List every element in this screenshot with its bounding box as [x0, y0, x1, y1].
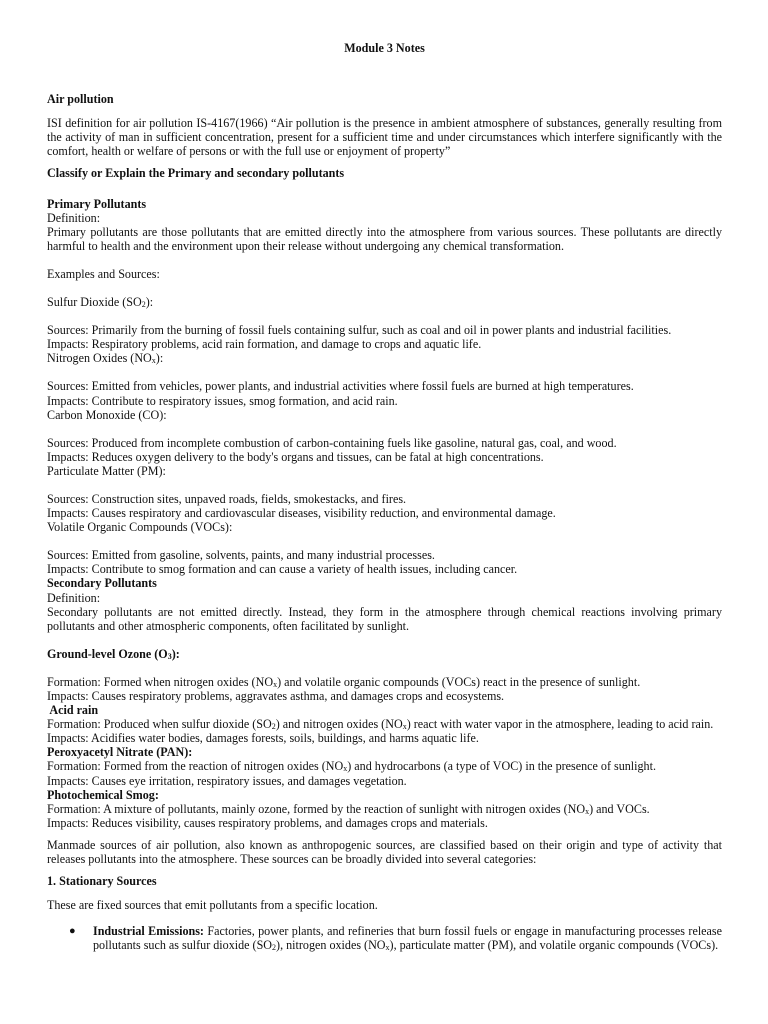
pollutant-sources-vocs: Sources: Emitted from gasoline, solvents, paints, and many industrial processes.: [47, 548, 435, 563]
pollutant-sources-co: Sources: Produced from incomplete combustion of carbon-containing fuels like gasoline, natural gas, coal, and wood.: [47, 435, 617, 450]
pan-impacts: Impacts: Causes eye irritation, respiratory issues, and damages vegetation.: [47, 773, 407, 788]
stationary-sources-heading: 1. Stationary Sources: [47, 874, 157, 889]
stationary-sources-text: These are fixed sources that emit pollutants from a specific location.: [47, 898, 378, 913]
acid-rain-impacts: Impacts: Acidifies water bodies, damages forests, soils, buildings, and harms aquatic life.: [47, 731, 479, 746]
pollutant-name-so2: Sulfur Dioxide $(SO_2)$:: [47, 295, 154, 310]
pollutant-name-co: Carbon Monoxide (CO):: [47, 407, 167, 422]
pollutant-impacts-so2: Impacts: Respiratory problems, acid rain formation, and damage to crops and aquatic life.: [47, 337, 482, 352]
pollutant-sources-pm: Sources: Construction sites, unpaved roads, fields, smokestacks, and fires.: [47, 491, 407, 506]
classify-heading: Classify or Explain the Primary and secondary pollutants: [47, 166, 345, 181]
pollutant-sources-nox: Sources: Emitted from vehicles, power plants, and industrial activities where fossil fuels are burned at high temperatures.: [47, 379, 634, 394]
industrial-emissions-text: Industrial Emissions: Factories, power plants, and refineries that burn fossil fuels or engage in manufacturing processes release pollutants such as sulfur dioxide $(SO_2)$, nitrogen oxides $(NO_x)$, particulate matter (PM), and volatile organic compounds (VOCs).: [93, 924, 722, 953]
ozone-impacts: Impacts: Causes respiratory problems, aggravates asthma, and damages crops and ecosystems.: [47, 689, 505, 703]
pan-heading: Peroxyacetyl Nitrate (PAN):: [47, 745, 193, 760]
air-pollution-definition: ISI definition for air pollution IS-4167(1966) “Air pollution is the presence in ambient atmosphere of substances, generally resulting from the activity of man in sufficient concentration, present for a sufficient time and under circumstances which interfere significantly with the comfort, health or welfare of persons or with the full use or enjoyment of property”: [47, 116, 722, 159]
industrial-emissions-label: Industrial Emissions:: [93, 924, 204, 939]
air-pollution-heading: Air pollution: [47, 92, 114, 107]
primary-pollutants-heading: Primary Pollutants: [47, 196, 147, 211]
smog-formation: Formation: A mixture of pollutants, mainly ozone, formed by the reaction of sunlight with nitrogen oxides $(NO_x)$ and VOCs.: [47, 801, 650, 816]
pollutant-name-pm: Particulate Matter (PM):: [47, 463, 166, 478]
list-item: [47, 924, 722, 952]
examples-label: Examples and Sources:: [47, 266, 160, 281]
secondary-definition-label: Definition:: [47, 590, 101, 605]
primary-definition-label: Definition:: [47, 210, 101, 225]
pollutant-impacts-vocs: Impacts: Contribute to smog formation and can cause a variety of health issues, including cancer.: [47, 562, 518, 577]
acid-rain-heading: Acid rain: [47, 703, 99, 718]
ozone-heading: Ground-level Ozone $(O_3)$:: [47, 646, 180, 661]
manmade-intro: Manmade sources of air pollution, also known as anthropogenic sources, are classified based on their origin and type of activity that releases pollutants into the atmosphere. These sources can be broadly divided into several categories:: [47, 837, 722, 867]
smog-impacts: Impacts: Reduces visibility, causes respiratory problems, and damages crops and materials.: [47, 815, 488, 830]
secondary-pollutants-heading: Secondary Pollutants: [47, 576, 157, 591]
pollutant-impacts-pm: Impacts: Causes respiratory and cardiovascular diseases, visibility reduction, and environmental damage.: [47, 506, 556, 521]
smog-heading: Photochemical Smog:: [47, 787, 159, 802]
pollutant-name-nox: Nitrogen Oxides $(NO_x)$:: [47, 351, 164, 366]
primary-definition: Primary pollutants are those pollutants that are emitted directly into the atmosphere from various sources. These pollutants are directly harmful to health and the environment upon their release without undergoing any chemical transformation.: [47, 224, 722, 253]
secondary-definition: Secondary pollutants are not emitted directly. Instead, they form in the atmosphere through chemical reactions involving primary pollutants and other atmospheric components, often facilitated by sunlight.: [47, 604, 722, 633]
ozone-formation: Formation: Formed when nitrogen oxides $(NO_x)$ and volatile organic compounds (VOCs) react in the presence of sunlight.: [47, 674, 641, 689]
pollutant-impacts-co: Impacts: Reduces oxygen delivery to the body's organs and tissues, can be fatal at high concentrations.: [47, 449, 544, 464]
acid-rain-formation: Formation: Produced when sulfur dioxide $(SO_2)$ and nitrogen oxides $(NO_x)$ react with water vapor in the atmosphere, leading to acid rain.: [47, 717, 714, 732]
pollutant-name-vocs: Volatile Organic Compounds (VOCs):: [47, 520, 233, 535]
pollutant-sources-so2: Sources: Primarily from the burning of fossil fuels containing sulfur, such as coal and oil in power plants and industrial facilities.: [47, 323, 672, 338]
pollutant-impacts-nox: Impacts: Contribute to respiratory issues, smog formation, and acid rain.: [47, 393, 398, 408]
page-title: Module 3 Notes: [344, 41, 425, 55]
pan-formation: Formation: Formed from the reaction of nitrogen oxides $(NO_x)$ and hydrocarbons (a type of VOC) in the presence of sunlight.: [47, 759, 656, 774]
bullet-icon: ●: [69, 925, 76, 938]
